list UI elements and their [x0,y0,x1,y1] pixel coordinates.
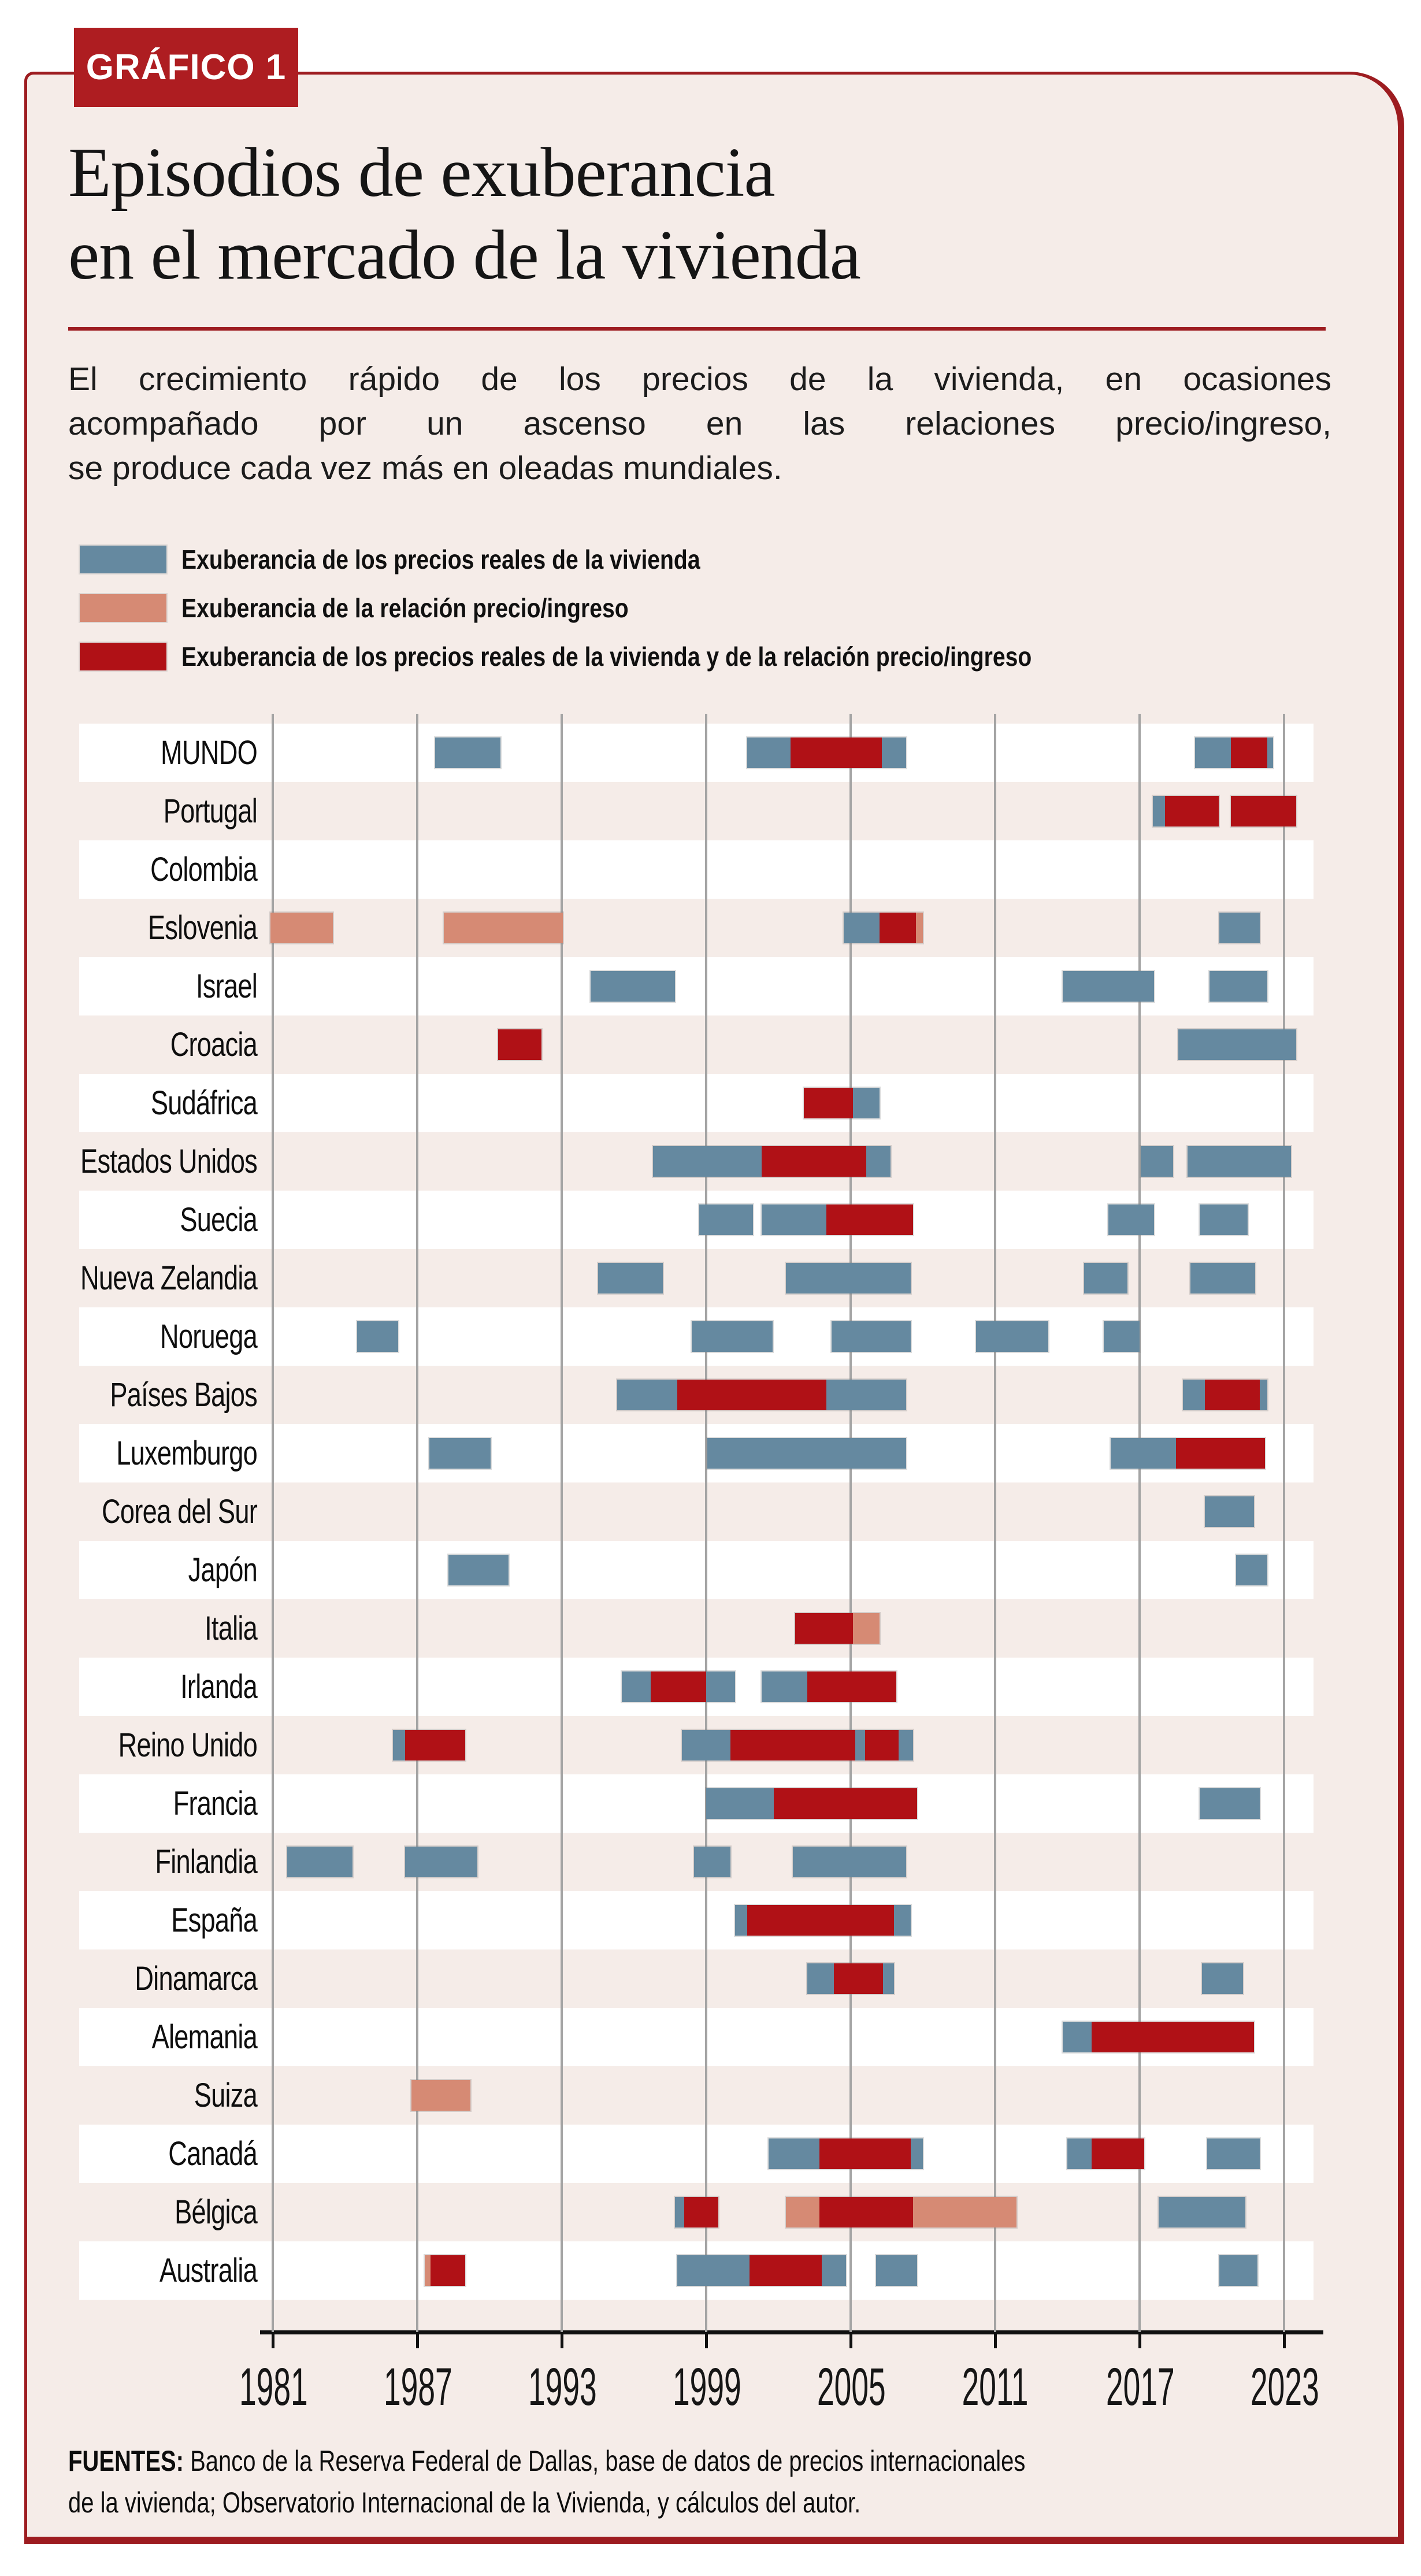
episode-bar [1207,2138,1260,2169]
sources-note [68,2440,1025,2523]
bar-segment-price [677,2255,750,2286]
bar-segment-both [1092,2138,1145,2169]
bar-segment-price [675,2197,685,2227]
episode-bar [699,1204,754,1235]
bar-segment-price [1190,1263,1256,1293]
bar-segment-price [435,737,500,768]
bar-segment-price [699,1204,754,1235]
row-band [79,1249,1314,1307]
bar-segment-price [876,2255,917,2286]
episode-bar [1188,1146,1291,1177]
episode-bar [876,2255,917,2286]
row-label: Italia [205,1610,257,1647]
gridline-2005 [849,714,852,2332]
episode-bar [1153,796,1219,826]
bar-segment-price [706,1788,774,1819]
bar-segment-both [1092,2022,1254,2052]
episode-bar [762,1671,896,1702]
episode-bar [435,737,500,768]
row-label: Luxemburgo [116,1435,257,1472]
page-title-line1: Episodios de exuberancia [68,134,775,212]
episode-bar [1104,1321,1140,1352]
row-label: Corea del Sur [102,1493,257,1530]
bar-segment-price [844,913,880,943]
bar-segment-both [762,1146,866,1177]
bar-segment-price [1209,971,1267,1002]
bar-segment-both [1205,1380,1260,1410]
bar-segment-both [826,1204,913,1235]
bar-segment-both [677,1380,826,1410]
episode-bar [653,1146,890,1177]
episode-bar [1200,1788,1260,1819]
legend-swatch-both [80,643,166,670]
row-band [79,1015,1314,1074]
gridline-1999 [705,714,707,2332]
episode-bar [1178,1029,1296,1060]
gridline-1981 [272,714,274,2332]
bar-segment-both [774,1788,917,1819]
bar-segment-both [747,1905,894,1936]
chart-subtitle-line2: acompañado por un ascenso en las relaciones precio/ingreso, [68,405,1331,442]
row-label: Países Bajos [110,1376,257,1414]
figure-number-badge [74,28,298,107]
row-label: Australia [159,2252,257,2289]
bar-segment-both [807,1671,896,1702]
episode-bar [786,2197,1017,2227]
bar-segment-both [865,1730,899,1760]
episode-bar [1200,1204,1248,1235]
axis-tick-1993 [561,2334,563,2348]
legend-item-both [80,643,1182,670]
legend-item-price [80,546,1182,573]
bar-segment-price [405,1847,477,1877]
bar-segment-both [405,1730,465,1760]
row-band [79,1599,1314,1658]
episode-bar [682,1730,913,1760]
legend-swatch-price [80,546,166,573]
bar-segment-both [498,1029,541,1060]
axis-year-label-1981: 1981 [239,2358,308,2416]
episode-bar [1202,1963,1243,1994]
episode-bar [1236,1555,1267,1585]
bar-segment-price [694,1847,730,1877]
bar-segment-price [287,1847,353,1877]
episode-bar [1195,737,1273,768]
bar-segment-price [429,1438,491,1469]
row-label: Sudáfrica [150,1084,257,1122]
episode-bar [1219,913,1260,943]
bar-segment-price [1236,1555,1267,1585]
episode-bar [976,1321,1048,1352]
bar-segment-price [598,1263,663,1293]
page-title-line2: en el mercado de la vivienda [68,216,860,294]
bar-segment-price [1141,1146,1173,1177]
episode-bar [804,1088,880,1118]
episode-bar [1084,1263,1127,1293]
episode-bar [622,1671,735,1702]
axis-year-label-2011: 2011 [962,2358,1029,2416]
episode-bar [498,1029,541,1060]
row-label: Colombia [150,851,257,888]
bar-segment-both [804,1088,853,1118]
episode-bar [411,2080,470,2111]
axis-tick-2005 [849,2334,852,2348]
episode-bar [707,1438,906,1469]
episode-bar [675,2197,718,2227]
bar-segment-ratio [270,913,333,943]
bar-segment-price [911,2138,923,2169]
bar-segment-both [834,1963,883,1994]
bar-segment-both [791,737,882,768]
bar-segment-both [1176,1438,1265,1469]
sources-note-line1 [68,2440,1025,2482]
bar-segment-ratio [853,1613,880,1644]
bar-segment-price [853,1088,880,1118]
episode-bar [1108,1204,1154,1235]
legend-label-ratio: Exuberancia de la relación precio/ingreso [181,593,629,623]
bar-segment-price [1219,913,1260,943]
episode-bar [1231,796,1296,826]
row-band [79,899,1314,957]
episode-bar [1111,1438,1265,1469]
bar-segment-both [750,2255,822,2286]
episode-bar [786,1263,911,1293]
row-label: Irlanda [180,1668,257,1706]
episode-bar [832,1321,911,1352]
bar-segment-price [1108,1204,1154,1235]
bar-segment-price [786,1263,911,1293]
x-axis-line [260,2330,1323,2334]
episode-bar [287,1847,353,1877]
episode-bar [617,1380,906,1410]
bar-segment-ratio [444,913,563,943]
row-label: Finlandia [155,1843,257,1881]
axis-year-label-2023: 2023 [1251,2358,1319,2416]
row-band [79,1482,1314,1541]
episode-bar [1183,1380,1267,1410]
row-label: Israel [196,968,257,1005]
bar-segment-price [822,2255,846,2286]
episode-bar [1209,971,1267,1002]
bar-segment-price [826,1380,906,1410]
bar-segment-price [707,1438,906,1469]
title-divider-rule [68,327,1326,331]
episode-bar [769,2138,923,2169]
bar-segment-price [622,1671,651,1702]
episode-bar [807,1963,894,1994]
episode-bar [1205,1496,1254,1527]
bar-segment-price [747,737,791,768]
bar-segment-price [393,1730,405,1760]
row-band [79,1891,1314,1949]
bar-segment-price [1207,2138,1260,2169]
bar-segment-price [1195,737,1231,768]
axis-tick-1981 [272,2334,274,2348]
row-label: Croacia [170,1026,257,1063]
row-label: Eslovenia [147,909,257,947]
bar-segment-both [795,1613,853,1644]
chart-subtitle-line1: El crecimiento rápido de los precios de la vivienda, en ocasiones [68,361,1331,398]
row-label: MUNDO [161,734,257,772]
bar-segment-both [431,2255,465,2286]
axis-tick-2011 [994,2334,997,2348]
figure-number-label: GRÁFICO 1 [86,47,287,87]
row-label: Bélgica [175,2193,257,2231]
bar-segment-price [1159,2197,1245,2227]
legend-swatch-ratio [80,594,166,622]
bar-segment-price [1188,1146,1291,1177]
row-label: Portugal [163,792,257,830]
bar-segment-both [880,913,916,943]
episode-bar [692,1321,773,1352]
bar-segment-price [591,971,675,1002]
bar-segment-price [1067,2138,1092,2169]
page-title [68,132,860,296]
bar-segment-price [682,1730,730,1760]
episode-bar [1063,2022,1254,2052]
gridline-2017 [1138,714,1141,2332]
bar-segment-price [855,1730,865,1760]
bar-segment-price [882,737,906,768]
episode-bar [270,913,333,943]
axis-year-label-2017: 2017 [1106,2358,1175,2416]
gridline-2011 [994,714,996,2332]
bar-segment-price [793,1847,906,1877]
bar-segment-price [692,1321,773,1352]
bar-segment-price [1084,1263,1127,1293]
episode-bar [425,2255,466,2286]
legend-label-both: Exuberancia de los precios reales de la vivienda y de la relación precio/ingreso [181,642,1032,672]
episode-bar [762,1204,914,1235]
axis-year-label-1987: 1987 [384,2358,452,2416]
episode-bar [747,737,906,768]
row-label: Reino Unido [118,1726,257,1764]
row-label: Noruega [159,1318,257,1355]
bar-segment-price [706,1671,735,1702]
bar-segment-price [976,1321,1048,1352]
bar-segment-ratio [916,913,923,943]
bar-segment-ratio [425,2255,431,2286]
episode-bar [1190,1263,1256,1293]
sources-label: FUENTES: [68,2445,184,2477]
episode-bar [444,913,563,943]
bar-segment-ratio [786,2197,819,2227]
episode-bar [591,971,675,1002]
sources-text-line1: Banco de la Reserva Federal de Dallas, base de datos de precios internacionales [184,2445,1026,2477]
bar-segment-price [1063,971,1154,1002]
episode-bar [735,1905,911,1936]
bar-segment-price [807,1963,834,1994]
bar-segment-price [866,1146,891,1177]
bar-segment-price [357,1321,398,1352]
row-band [79,840,1314,899]
bar-segment-price [1153,796,1165,826]
bar-segment-price [1200,1788,1260,1819]
bar-segment-price [448,1555,509,1585]
bar-segment-ratio [913,2197,1016,2227]
axis-tick-2023 [1283,2334,1286,2348]
episode-bar [429,1438,491,1469]
legend-label-price: Exuberancia de los precios reales de la vivienda [181,544,700,574]
bar-segment-price [1267,737,1273,768]
row-band [79,1949,1314,2008]
bar-segment-price [1111,1438,1176,1469]
episode-bar [598,1263,663,1293]
bar-segment-price [1219,2255,1258,2286]
bar-segment-price [1202,1963,1243,1994]
chart-subtitle-line3: se produce cada vez más en oleadas mundiales. [68,450,782,487]
bar-segment-price [653,1146,762,1177]
bar-segment-price [762,1671,807,1702]
episode-bar [1219,2255,1258,2286]
axis-tick-1987 [416,2334,419,2348]
bar-segment-price [769,2138,819,2169]
bar-segment-ratio [411,2080,470,2111]
row-label: Japón [188,1551,257,1589]
axis-year-label-2005: 2005 [817,2358,886,2416]
bar-segment-price [762,1204,827,1235]
bar-segment-price [899,1730,913,1760]
bar-segment-price [1104,1321,1140,1352]
episode-bar [1063,971,1154,1002]
row-band [79,1074,1314,1132]
row-band [79,2066,1314,2125]
row-label: Dinamarca [135,1960,257,1997]
row-label: Francia [173,1785,257,1822]
episode-bar [448,1555,509,1585]
bar-segment-price [1178,1029,1296,1060]
gridline-2023 [1283,714,1285,2332]
bar-segment-both [819,2138,911,2169]
row-band [79,782,1314,840]
bar-segment-price [894,1905,911,1936]
episode-bar [405,1847,477,1877]
episode-bar [694,1847,730,1877]
bar-segment-price [1200,1204,1248,1235]
bar-segment-price [1063,2022,1092,2052]
bar-segment-both [684,2197,718,2227]
episode-bar [844,913,923,943]
row-label: España [171,1902,257,1939]
axis-year-label-1999: 1999 [673,2358,741,2416]
bar-segment-price [1260,1380,1267,1410]
episode-bar [793,1847,906,1877]
episode-bar [393,1730,465,1760]
episode-bar [706,1788,917,1819]
episode-bar [1067,2138,1144,2169]
row-label: Nueva Zelandia [80,1259,257,1297]
row-band [79,1774,1314,1833]
bar-segment-price [832,1321,911,1352]
row-label: Alemania [151,2018,257,2056]
bar-segment-price [1183,1380,1205,1410]
bar-segment-both [730,1730,856,1760]
legend-item-ratio [80,594,1182,622]
row-band [79,1541,1314,1599]
sources-text-line2: de la vivienda; Observatorio Internacional de la Vivienda, y cálculos del autor. [68,2486,861,2519]
episode-bar [1141,1146,1173,1177]
bar-segment-both [819,2197,914,2227]
row-label: Suiza [194,2077,257,2114]
bar-segment-both [651,1671,706,1702]
bar-segment-both [1231,737,1267,768]
chart-legend [80,546,1182,691]
bar-segment-price [883,1963,894,1994]
bar-segment-price [1205,1496,1254,1527]
row-band [79,724,1314,782]
axis-tick-2017 [1138,2334,1141,2348]
episode-bar [677,2255,846,2286]
chart-subtitle [68,357,1331,491]
bar-segment-both [1231,796,1296,826]
row-label: Estados Unidos [80,1143,258,1180]
bar-segment-price [735,1905,747,1936]
axis-year-label-1993: 1993 [528,2358,597,2416]
axis-tick-1999 [705,2334,708,2348]
row-label: Canadá [168,2135,257,2173]
bar-segment-both [1165,796,1219,826]
episode-bar [357,1321,398,1352]
gridline-1993 [561,714,563,2332]
row-label: Suecia [180,1201,257,1239]
bar-segment-price [617,1380,677,1410]
episode-bar [795,1613,880,1644]
episode-bar [1159,2197,1245,2227]
